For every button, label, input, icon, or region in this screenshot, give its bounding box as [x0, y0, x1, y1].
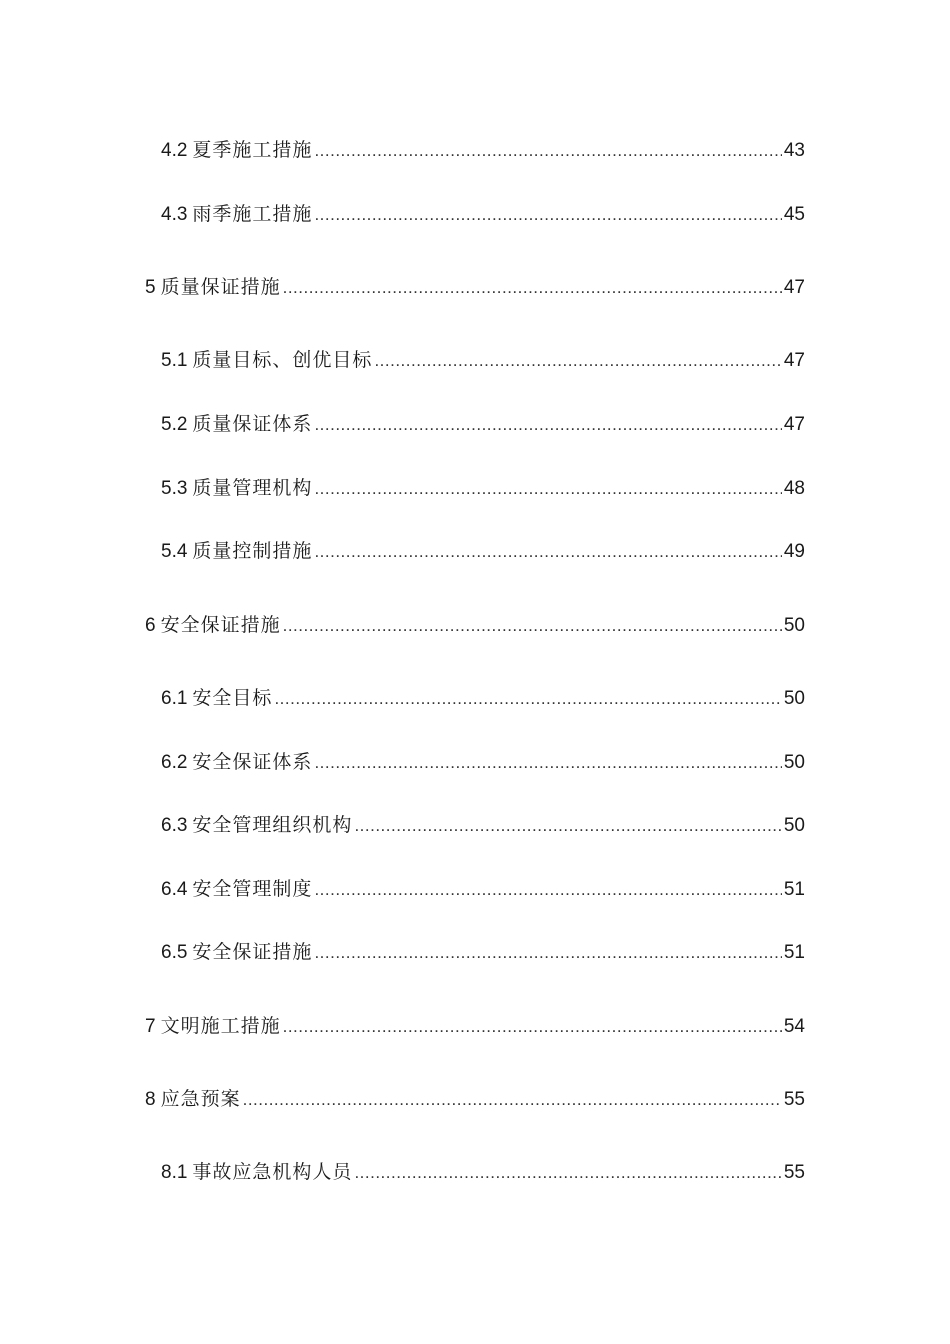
toc-title: 雨季施工措施 [192, 203, 313, 225]
toc-page-number: 50 [783, 815, 805, 836]
toc-entry-6-2[interactable] [161, 750, 805, 775]
toc-title: 文明施工措施 [160, 1015, 281, 1037]
toc-entry-5-1[interactable] [161, 348, 805, 373]
toc-entry-6-5[interactable] [161, 940, 805, 965]
toc-title: 事故应急机构人员 [192, 1161, 353, 1183]
toc-leader-dots [314, 203, 781, 227]
toc-title: 质量控制措施 [192, 540, 313, 562]
toc-title: 夏季施工措施 [192, 139, 313, 161]
toc-leader-dots [283, 614, 782, 638]
toc-leader-dots [314, 139, 781, 163]
toc-entry-6[interactable] [145, 613, 805, 638]
toc-title: 应急预案 [160, 1088, 241, 1110]
toc-leader-dots [354, 1161, 781, 1185]
toc-number: 6.2 [161, 752, 188, 773]
toc-leader-dots [283, 276, 782, 300]
toc-page-number: 50 [783, 688, 805, 709]
toc-entry-5-3[interactable] [161, 476, 805, 501]
toc-leader-dots [354, 814, 781, 838]
toc-title: 安全保证体系 [192, 751, 313, 773]
toc-entry-5[interactable] [145, 275, 805, 300]
toc-entry-8[interactable] [145, 1087, 805, 1112]
toc-leader-dots [274, 687, 781, 711]
toc-page-number: 54 [783, 1016, 805, 1037]
toc-entry-7[interactable] [145, 1014, 805, 1039]
toc-number: 6.4 [161, 879, 188, 900]
toc-title: 安全保证措施 [160, 614, 281, 636]
toc-page-number: 47 [783, 414, 805, 435]
toc-leader-dots [314, 413, 781, 437]
toc-page-number: 50 [783, 752, 805, 773]
toc-page-number: 51 [783, 942, 805, 963]
toc-number: 5 [145, 277, 156, 298]
toc-entry-5-2[interactable] [161, 412, 805, 437]
toc-number: 6.5 [161, 942, 188, 963]
toc-page-number: 48 [783, 478, 805, 499]
toc-title: 质量保证措施 [160, 276, 281, 298]
toc-number: 7 [145, 1016, 156, 1037]
toc-leader-dots [374, 349, 781, 373]
toc-number: 4.2 [161, 140, 188, 161]
toc-leader-dots [314, 941, 781, 965]
toc-entry-6-4[interactable] [161, 877, 805, 902]
toc-entry-6-1[interactable] [161, 686, 805, 711]
toc-page-number: 47 [783, 350, 805, 371]
toc-title: 安全管理制度 [192, 878, 313, 900]
toc-page-number: 45 [783, 204, 805, 225]
toc-leader-dots [314, 540, 781, 564]
toc-number: 8.1 [161, 1162, 188, 1183]
toc-title: 质量保证体系 [192, 413, 313, 435]
toc-number: 5.1 [161, 350, 188, 371]
toc-entry-4-2[interactable] [161, 138, 805, 163]
toc-number: 6 [145, 615, 156, 636]
toc-page-number: 47 [783, 277, 805, 298]
toc-title: 安全目标 [192, 687, 273, 709]
toc-page-number: 49 [783, 541, 805, 562]
toc-entry-4-3[interactable] [161, 202, 805, 227]
toc-title: 质量管理机构 [192, 477, 313, 499]
toc-leader-dots [314, 878, 781, 902]
toc-number: 4.3 [161, 204, 188, 225]
toc-page-number: 50 [783, 615, 805, 636]
toc-entry-5-4[interactable] [161, 539, 805, 564]
toc-title: 安全管理组织机构 [192, 814, 353, 836]
toc-number: 5.3 [161, 478, 188, 499]
toc-leader-dots [243, 1088, 782, 1112]
toc-number: 5.2 [161, 414, 188, 435]
toc-number: 6.3 [161, 815, 188, 836]
toc-page-number: 43 [783, 140, 805, 161]
toc-number: 8 [145, 1089, 156, 1110]
toc-title: 安全保证措施 [192, 941, 313, 963]
toc-page-number: 55 [783, 1162, 805, 1183]
toc-leader-dots [314, 477, 781, 501]
toc-entry-8-1[interactable] [161, 1160, 805, 1185]
toc-page-number: 51 [783, 879, 805, 900]
toc-number: 6.1 [161, 688, 188, 709]
toc-title: 质量目标、创优目标 [192, 349, 373, 371]
toc-page-number: 55 [783, 1089, 805, 1110]
toc-entry-6-3[interactable] [161, 813, 805, 838]
toc-number: 5.4 [161, 541, 188, 562]
toc-leader-dots [283, 1015, 782, 1039]
toc-leader-dots [314, 751, 781, 775]
